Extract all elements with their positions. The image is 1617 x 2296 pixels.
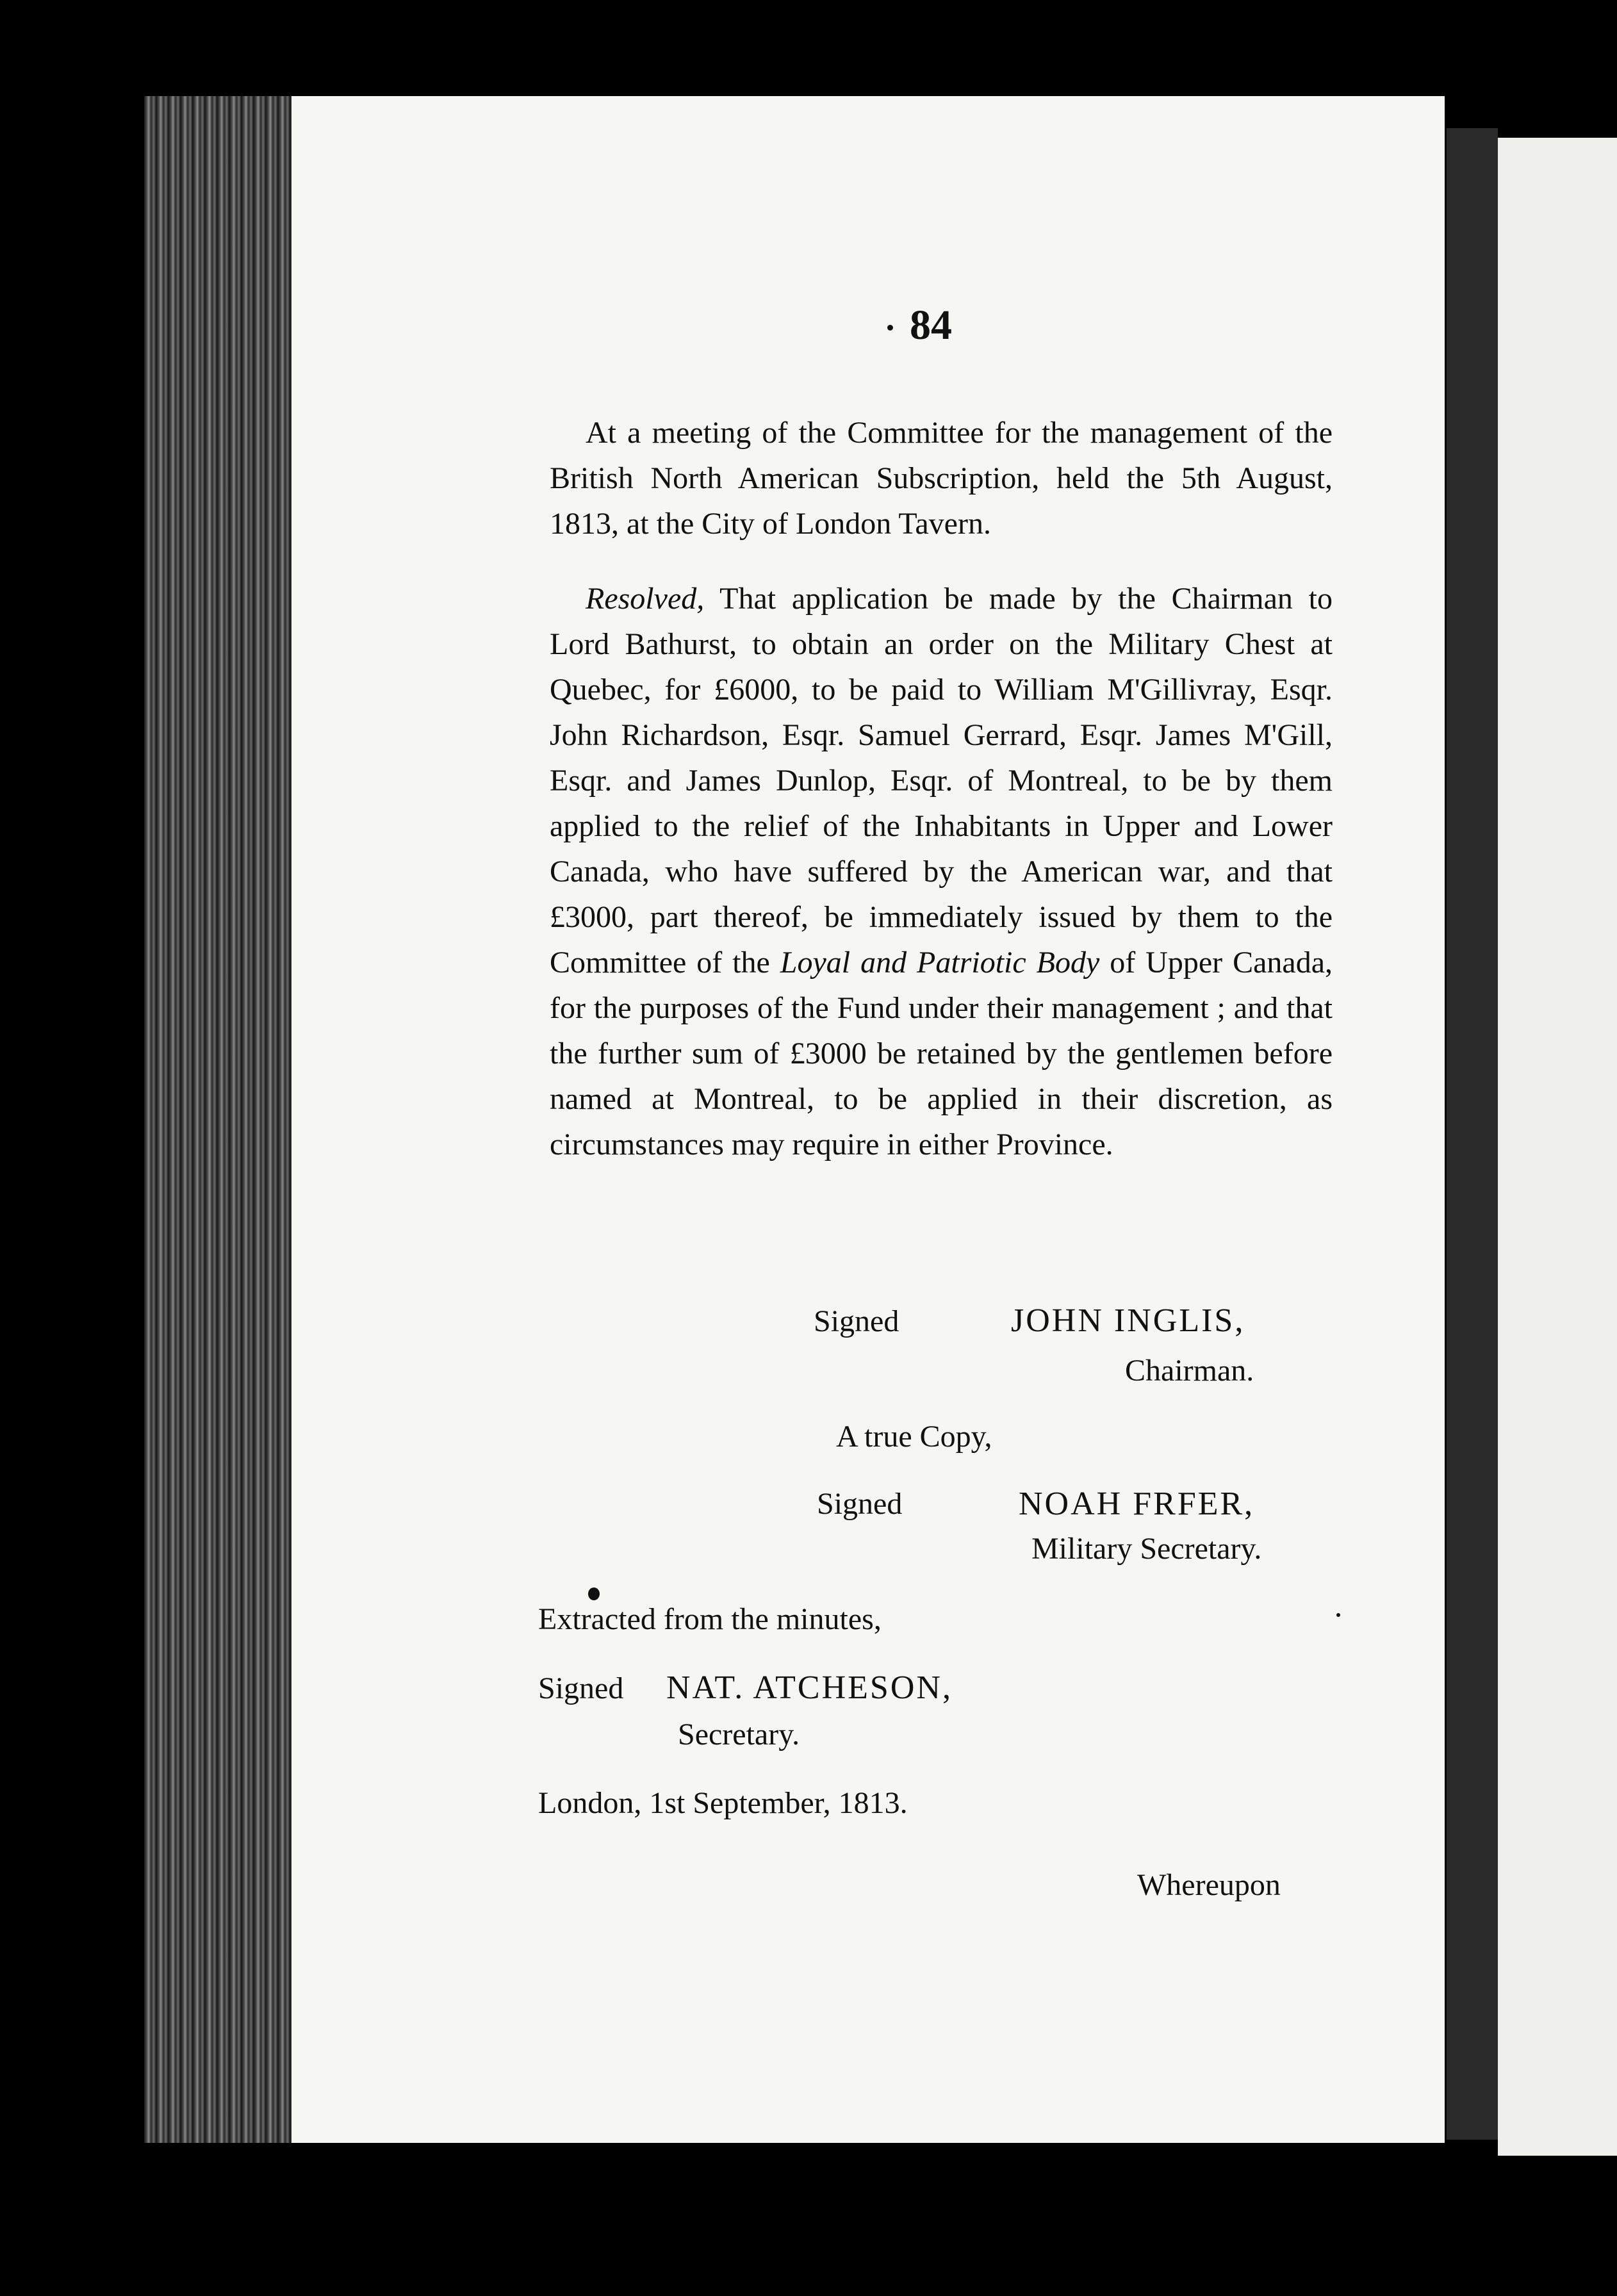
true-copy-line: A true Copy,	[836, 1420, 992, 1454]
print-speck	[1336, 1613, 1340, 1617]
page-gutter-shadow	[1447, 128, 1498, 2140]
signatory-name-3: NAT. ATCHESON,	[666, 1669, 953, 1706]
body-name: Loyal and Patriotic Body	[780, 946, 1100, 980]
signatory-title-1: Chairman.	[1125, 1354, 1254, 1388]
resolution-text-b: of Upper Canada, for the purposes of the Fund under their management ; and that the further sum of £3000 be retained by the gentlemen before named at Montreal, to be applied in their discretion, as circumstances may require in either Province.	[550, 946, 1333, 1161]
resolution-paragraph	[550, 576, 1333, 1167]
print-speck	[887, 325, 893, 331]
catchword: Whereupon	[1137, 1868, 1281, 1902]
resolution-text-a: That application be made by the Chairman to Lord Bathurst, to obtain an order on the Military Chest at Quebec, for £6000, to be paid to William M'Gillivray, Esqr. John Richardson, Esqr. Samuel Gerrard, Esqr. James M'Gill, Esqr. and James Dunlop, Esqr. of Montreal, to be by them applied to the relief of the Inhabitants in Upper and Lower Canada, who have suffered by the American war, and that £3000, part thereof, be immediately issued by them to the Committee of the	[550, 582, 1333, 980]
extracted-line: Extracted from the minutes,	[538, 1602, 882, 1636]
signatory-title-3: Secretary.	[678, 1718, 800, 1751]
facing-page-edge	[1498, 138, 1617, 2156]
signed-label-2: Signed	[817, 1487, 903, 1521]
signatory-title-2: Military Secretary.	[1031, 1532, 1262, 1566]
book-spine-page-edges	[144, 96, 301, 2143]
meeting-intro: At a meeting of the Committee for the management of the British North American Subscription, held the 5th August, 1813, at the City of London Tavern.	[550, 416, 1333, 541]
print-speck	[588, 1587, 600, 1600]
resolved-lead: Resolved,	[586, 582, 705, 616]
signed-label-1: Signed	[814, 1304, 899, 1338]
signatory-name-2: NOAH FRFER,	[1019, 1486, 1255, 1522]
signatory-name-1: JOHN INGLIS,	[1011, 1302, 1245, 1339]
signed-label-3: Signed	[538, 1671, 624, 1705]
main-text	[550, 410, 1333, 1167]
place-date-line: London, 1st September, 1813.	[538, 1786, 908, 1820]
page-number: 84	[910, 302, 952, 348]
